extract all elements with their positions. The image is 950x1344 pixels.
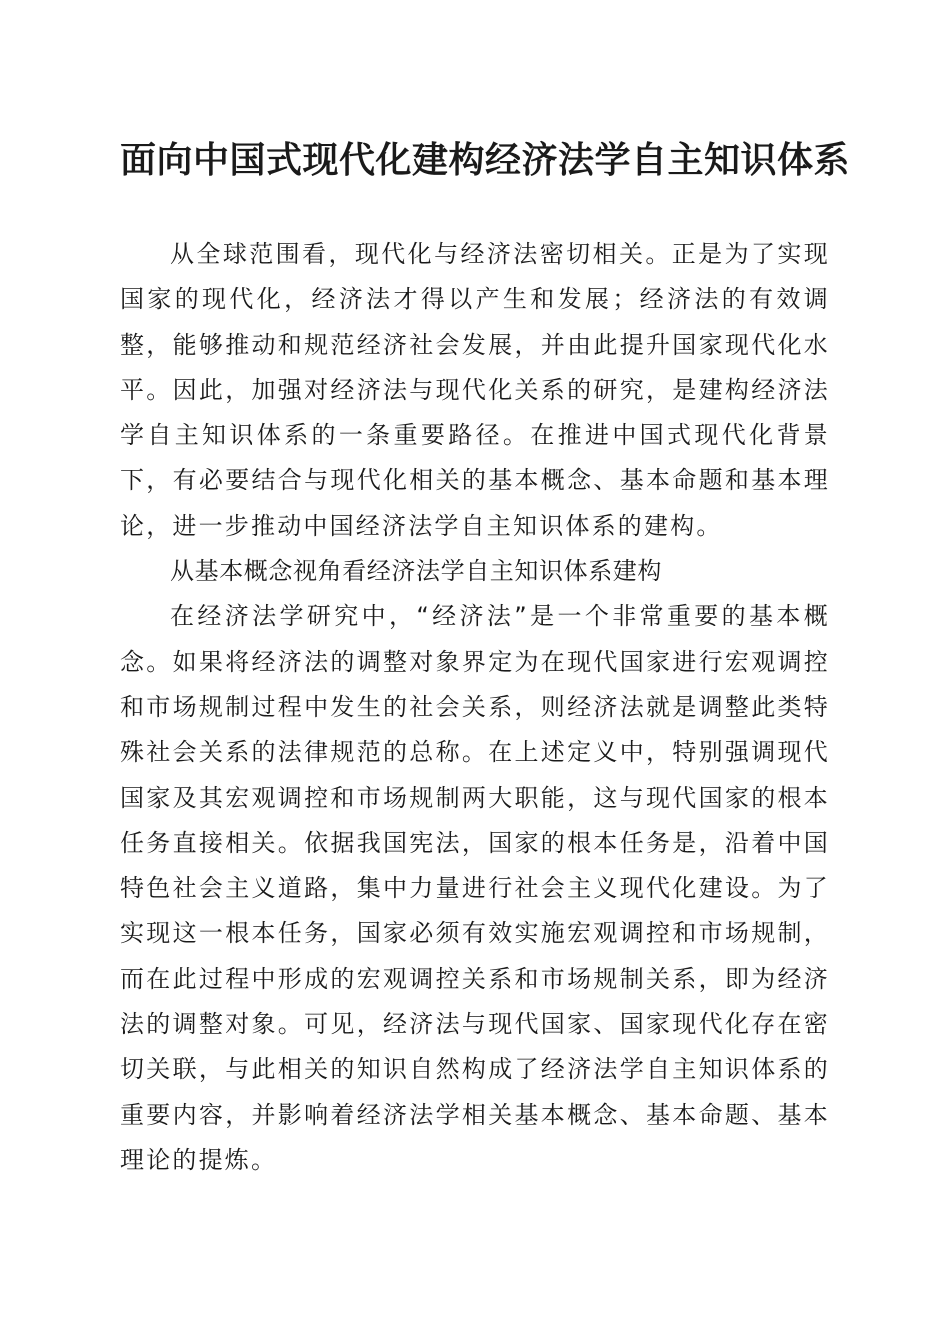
section-heading: 从基本概念视角看经济法学自主知识体系建构 — [170, 557, 662, 586]
document-title: 面向中国式现代化建构经济法学自主知识体系 — [120, 139, 851, 181]
paragraph-basic-concepts: 在经济法学研究中，“经济法”是一个非常重要的基本概念。如果将经济法的调整对象界定为在现代国家进行宏观调控和市场规制过程中发生的社会关系，则经济法就是调整此类特殊社会关系的法律规范的总称。在上述定义中，特别强调现代国家及其宏观调控和市场规制两大职能，这与现代国家的根本任务直接相关。依据我国宪法，国家的根本任务是，沿着中国特色社会主义道路，集中力量进行社会主义现代化建设。为了实现这一根本任务，国家必须有效实施宏观调控和市场规制，而在此过程中形成的宏观调控关系和市场规制关系，即为经济法的调整对象。可见，经济法与现代国家、国家现代化存在密切关联，与此相关的知识自然构成了经济法学自主知识体系的重要内容，并影响着经济法学相关基本概念、基本命题、基本理论的提炼。 — [120, 602, 830, 1174]
paragraph-intro: 从全球范围看，现代化与经济法密切相关。正是为了实现国家的现代化，经济法才得以产生和发展；经济法的有效调整，能够推动和规范经济社会发展，并由此提升国家现代化水平。因此，加强对经济法与现代化关系的研究，是建构经济法学自主知识体系的一条重要路径。在推进中国式现代化背景下，有必要结合与现代化相关的基本概念、基本命题和基本理论，进一步推动中国经济法学自主知识体系的建构。 — [120, 240, 830, 540]
document-body — [120, 232, 830, 1183]
